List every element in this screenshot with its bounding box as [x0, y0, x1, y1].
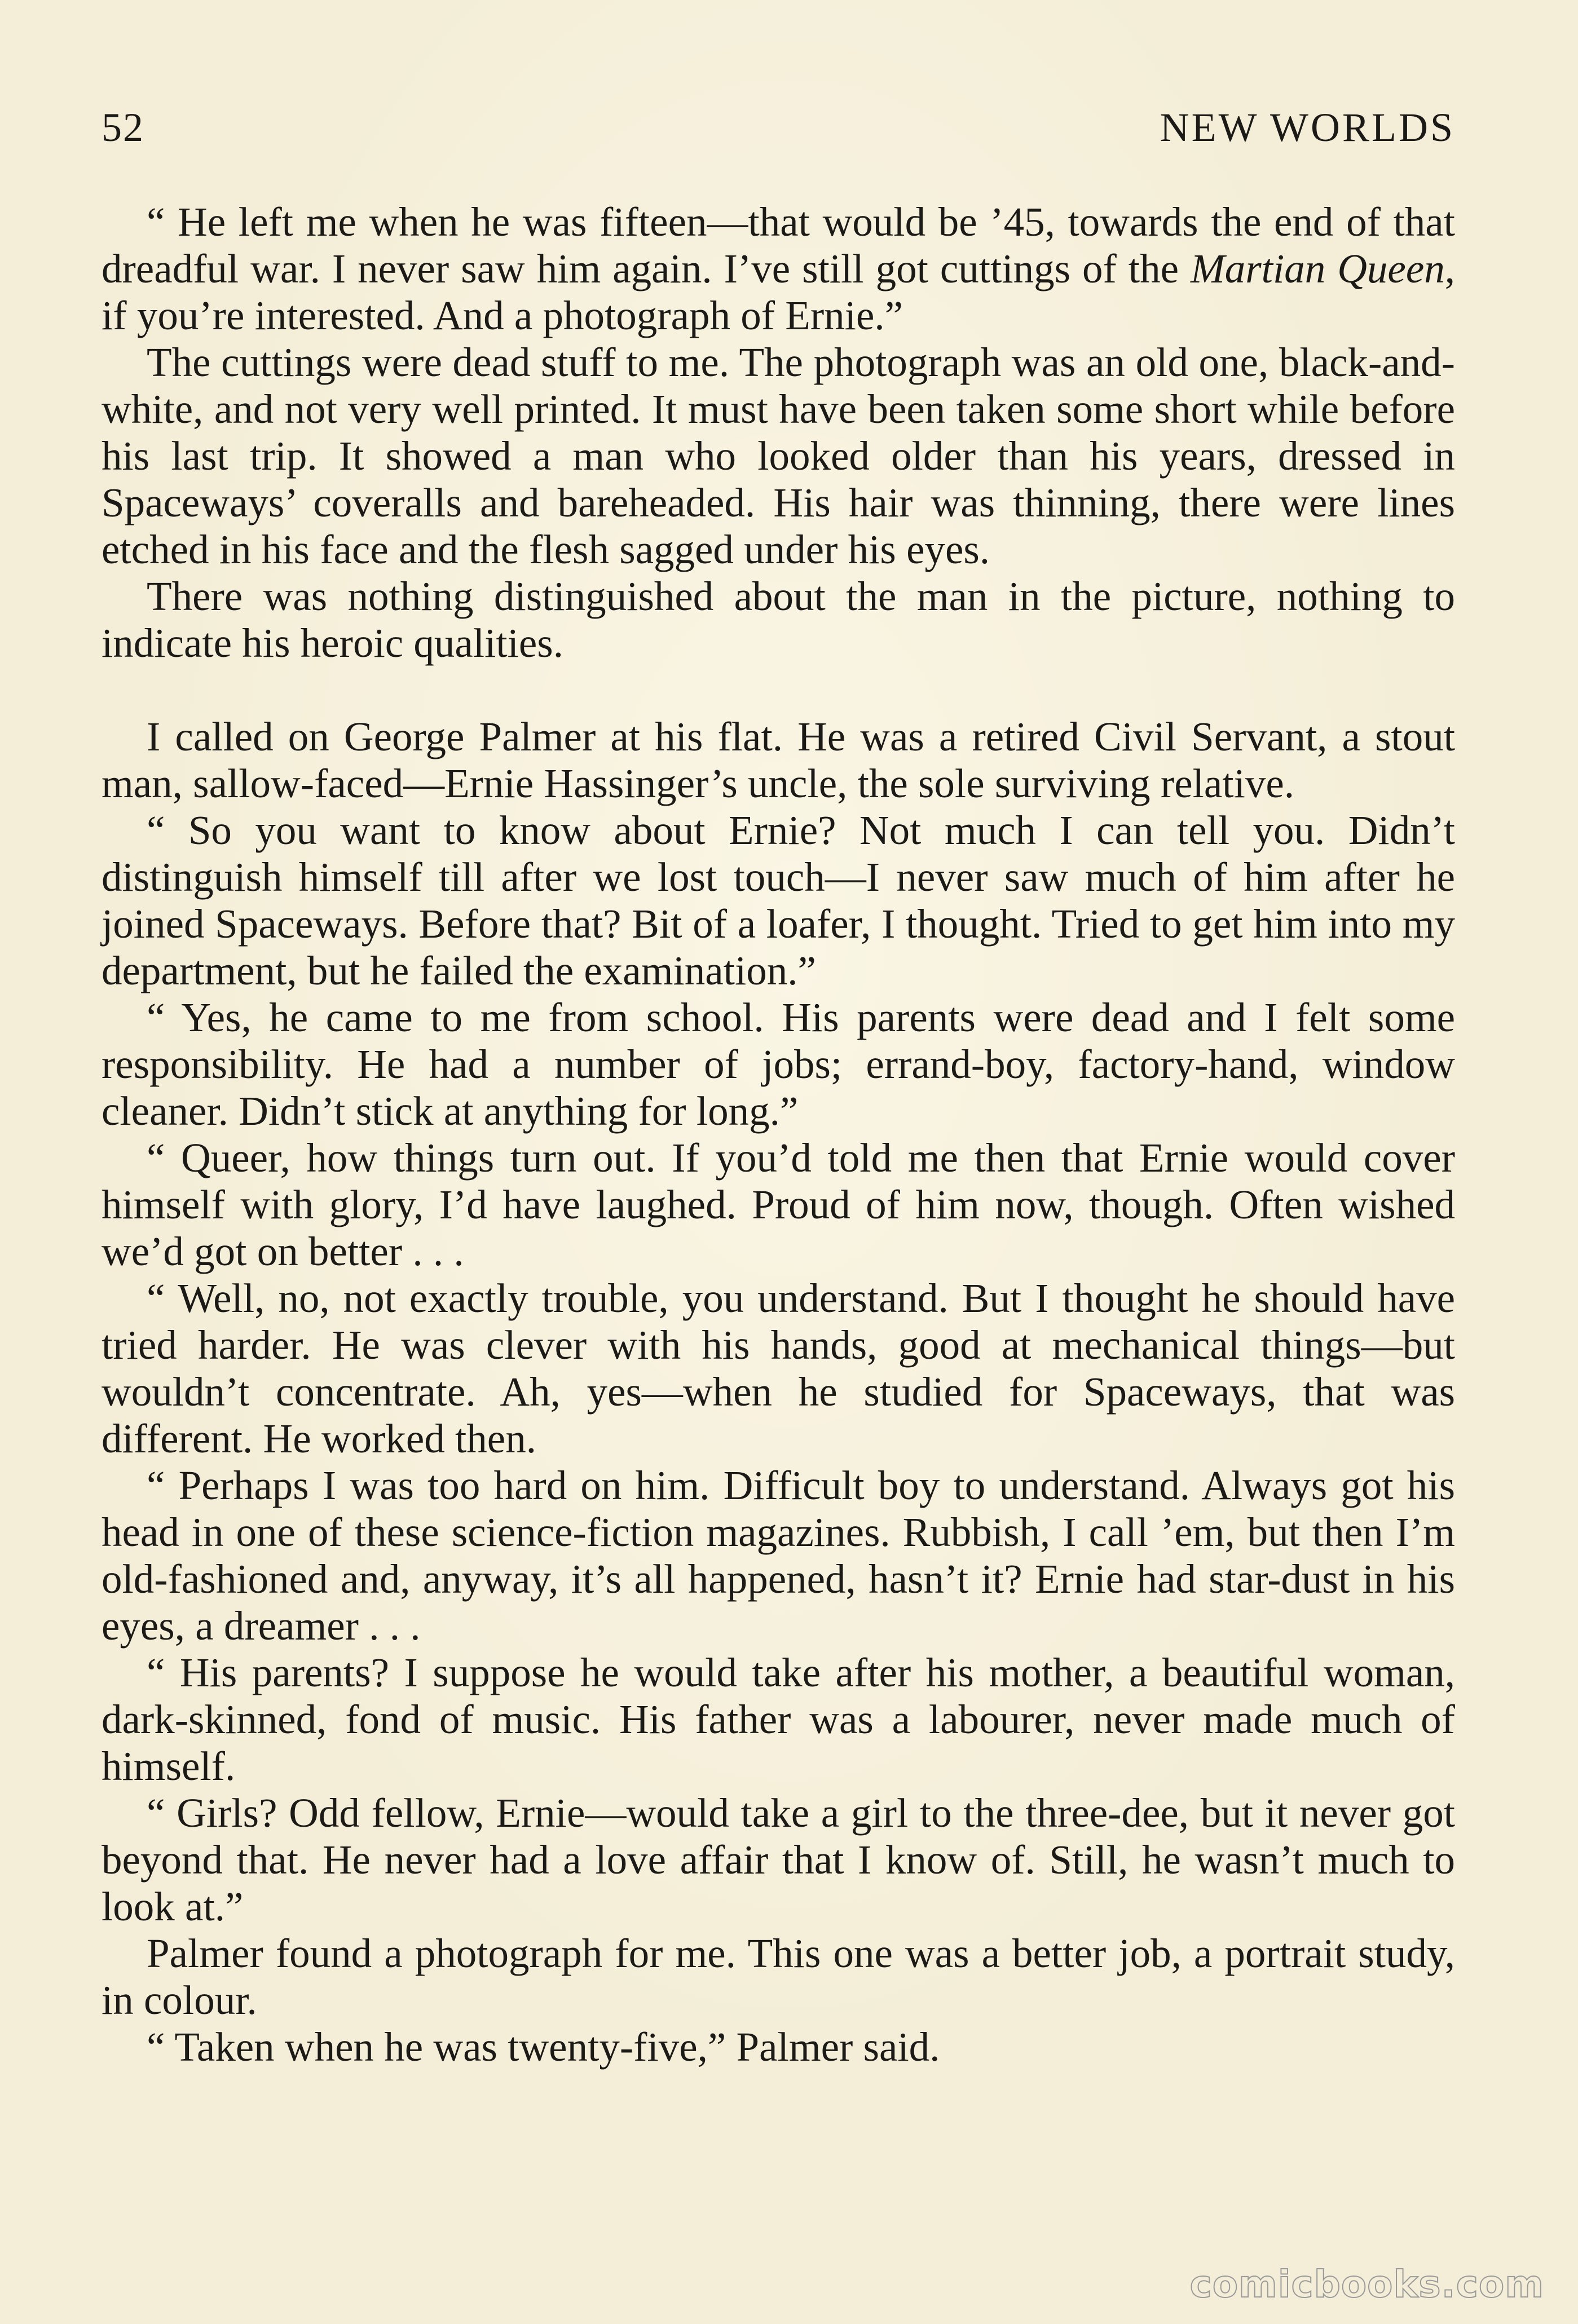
page-number: 52 [102, 105, 144, 150]
paragraph: “ So you want to know about Ernie? Not much I can tell you. Didn’t distinguish himself till after we lost touch—I never saw much of him after he joined Spaceways. Before that? Bit of a loafer, I thought. Tried to get him into my department, but he failed the examination.” [102, 807, 1455, 993]
paragraph: Palmer found a photograph for me. This one was a better job, a portrait study, in colour. [102, 1930, 1455, 2023]
paragraph-text: “ He left me when he was fifteen—that would be ’45, towards the end of that dreadful war. I never saw him again. I’ve still got cuttings of the [102, 199, 1455, 291]
paragraph: The cuttings were dead stuff to me. The photograph was an old one, black-and-white, and not very well printed. It must have been taken some short while before his last trip. It showed a man who looked older than his years, dressed in Spaceways’ coveralls and bareheaded. His hair was thinning, there were lines etched in his face and the flesh sagged under his eyes. [102, 339, 1455, 572]
ship-name: Martian Queen [1190, 246, 1445, 291]
paragraph [102, 198, 1455, 339]
paragraph: There was nothing distinguished about the man in the picture, nothing to indicate his heroic qualities. [102, 573, 1455, 666]
running-head [102, 104, 1455, 161]
paragraph: “ Girls? Odd fellow, Ernie—would take a girl to the three-dee, but it never got beyond that. He never had a love affair that I know of. Still, he wasn’t much to look at.” [102, 1790, 1455, 1929]
paragraph-text: , if you’re interested. And a photograph of Ernie.” [102, 246, 1455, 338]
paragraph: “ Well, no, not exactly trouble, you understand. But I thought he should have tried harder. He was clever with his hands, good at mechanical things—but wouldn’t concentrate. Ah, yes—when he studied for Spaceways, that was different. He worked then. [102, 1275, 1455, 1461]
watermark: comicbooks.com [1189, 2263, 1544, 2306]
paragraph: “ Queer, how things turn out. If you’d told me then that Ernie would cover himself with glory, I’d have laughed. Proud of him now, though. Often wished we’d got on better . . . [102, 1135, 1455, 1274]
paragraph: “ Perhaps I was too hard on him. Difficult boy to understand. Always got his head in one of these science-fiction magazines. Rubbish, I call ’em, but then I’m old-fashioned and, anyway, it’s all happened, hasn’t it? Ernie had star-dust in his eyes, a dreamer . . . [102, 1463, 1455, 1649]
paragraph: “ His parents? I suppose he would take after his mother, a beautiful woman, dark-skinned, fond of music. His father was a labourer, never made much of himself. [102, 1650, 1455, 1789]
body-text [102, 198, 1455, 2070]
journal-title: NEW WORLDS [1160, 105, 1455, 150]
paragraph: “ Taken when he was twenty-five,” Palmer said. [147, 2024, 940, 2070]
paragraph-section-start: I called on George Palmer at his flat. He was a retired Civil Servant, a stout man, sallow-faced—Ernie Hassinger’s uncle, the sole surviving relative. [102, 714, 1455, 806]
paragraph: “ Yes, he came to me from school. His parents were dead and I felt some responsibility. He had a number of jobs; errand-boy, factory-hand, window cleaner. Didn’t stick at anything for long.” [102, 995, 1455, 1134]
